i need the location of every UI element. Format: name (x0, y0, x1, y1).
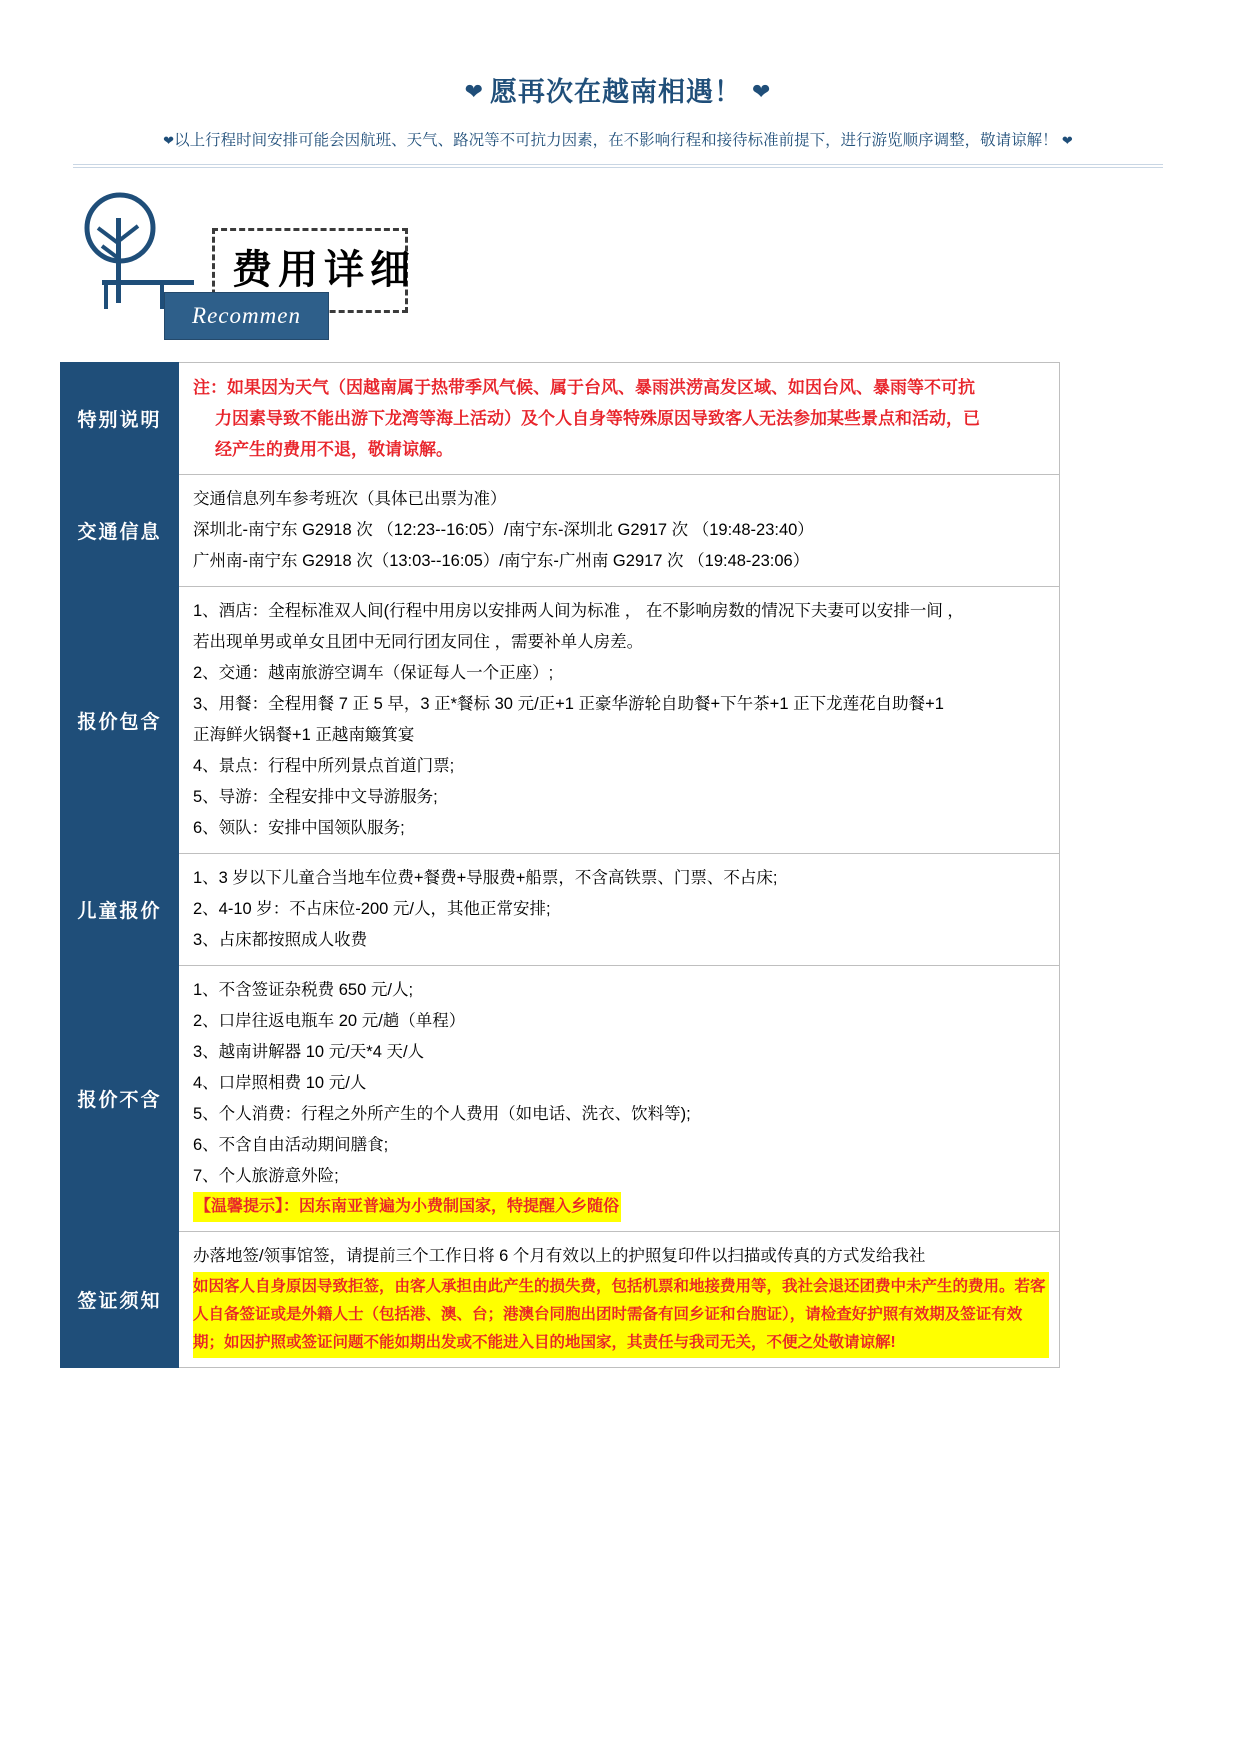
table-row (61, 587, 1060, 854)
row-content-price-excludes (179, 966, 1060, 1232)
text-line: 若出现单男或单女且团中无同行团友同住 ，需要补单人房差。 (193, 633, 644, 651)
row-content-transport-info (179, 475, 1060, 587)
visa-highlight-block: 如因客人自身原因导致拒签，由客人承担由此产生的损失费，包括机票和地接费用等，我社会退还团费中未产生的费用。若客人自备签证或是外籍人士（包括港、澳、台；港澳台同胞出团时需备有回乡证和台胞证），请检查好护照有效期及签证有效期；如因护照或签证问题不能如期出发或不能进入目的地国家，其责任与我司无关，不便之处敬请谅解! (193, 1272, 1049, 1358)
recommend-badge (164, 292, 329, 340)
text-line: 注：如果因为天气（因越南属于热带季风气候、属于台风、暴雨洪涝高发区域、如因台风、暴雨等不可抗 (193, 378, 975, 397)
page-subtitle (0, 128, 1236, 150)
text-line: 2、口岸往返电瓶车 20 元/趟（单程） (193, 1012, 466, 1030)
row-label-visa-notice: 签证须知 (61, 1232, 179, 1368)
text-line: 3、用餐：全程用餐 7 正 5 早，3 正*餐标 30 元/正+1 正豪华游轮自助餐+下午茶+1 正下龙莲花自助餐+1 (193, 695, 944, 713)
text-line: 1、不含签证杂税费 650 元/人; (193, 981, 414, 999)
text-line: 5、个人消费：行程之外所产生的个人费用（如电话、洗衣、饮料等); (193, 1105, 691, 1123)
heart-icon: ❤ (752, 79, 772, 104)
row-label-special-note: 特别说明 (61, 363, 179, 475)
fee-details-table (60, 362, 1060, 1368)
section-title: 费用详细 (232, 246, 416, 292)
text-line: 6、不含自由活动期间膳食; (193, 1136, 389, 1154)
heart-icon: ❤ (163, 132, 175, 148)
table-row (61, 475, 1060, 587)
tip-highlight: 【温馨提示】：因东南亚普遍为小费制国家，特提醒入乡随俗 (193, 1192, 621, 1222)
heart-icon: ❤ (464, 79, 484, 104)
text-line: 办落地签/领事馆签，请提前三个工作日将 6 个月有效以上的护照复印件以扫描或传真的方式发给我社 (193, 1247, 926, 1265)
row-content-special-note (179, 363, 1060, 475)
text-line: 3、占床都按照成人收费 (193, 931, 368, 949)
text-line: 6、领队：安排中国领队服务; (193, 819, 405, 837)
text-line: 3、越南讲解器 10 元/天*4 天/人 (193, 1043, 425, 1061)
text-line: 交通信息列车参考班次（具体已出票为准） (193, 490, 507, 508)
page-title-text: 愿再次在越南相遇！ (490, 77, 742, 107)
row-content-price-includes (179, 587, 1060, 854)
row-label-transport-info: 交通信息 (61, 475, 179, 587)
section-header (72, 186, 492, 351)
row-label-price-excludes: 报价不含 (61, 966, 179, 1232)
text-line: 深圳北-南宁东 G2918 次 （12:23--16:05）/南宁东-深圳北 G2917 次 （19:48-23:40） (193, 521, 814, 539)
text-line: 7、个人旅游意外险; (193, 1167, 339, 1185)
heart-icon: ❤ (1061, 132, 1073, 148)
table-row (61, 854, 1060, 966)
text-line: 经产生的费用不退，敬请谅解。 (215, 440, 453, 459)
page-subtitle-text: 以上行程时间安排可能会因航班、天气、路况等不可抗力因素，在不影响行程和接待标准前提下，进行游览顺序调整，敬请谅解！ (174, 131, 1058, 149)
text-line: 4、景点：行程中所列景点首道门票; (193, 757, 455, 775)
row-label-child-price: 儿童报价 (61, 854, 179, 966)
row-content-child-price (179, 854, 1060, 966)
table-row (61, 966, 1060, 1232)
row-label-price-includes: 报价包含 (61, 587, 179, 854)
page-title (0, 0, 1236, 108)
text-line: 1、3 岁以下儿童合当地车位费+餐费+导服费+船票，不含高铁票、门票、不占床; (193, 869, 778, 887)
text-line: 力因素导致不能出游下龙湾等海上活动）及个人自身等特殊原因导致客人无法参加某些景点和活动，已 (215, 409, 980, 428)
text-line: 1、酒店：全程标准双人间(行程中用房以安排两人间为标准 ， 在不影响房数的情况下夫妻可以安排一间 ， (193, 602, 964, 620)
text-line: 5、导游：全程安排中文导游服务; (193, 788, 438, 806)
header-divider (73, 164, 1163, 168)
text-line: 4、口岸照相费 10 元/人 (193, 1074, 367, 1092)
recommend-badge-label: Recommen (192, 302, 301, 328)
text-line: 广州南-南宁东 G2918 次（13:03--16:05）/南宁东-广州南 G2917 次 （19:48-23:06） (193, 552, 810, 570)
row-content-visa-notice (179, 1232, 1060, 1368)
table-row (61, 363, 1060, 475)
text-line: 2、4-10 岁：不占床位-200 元/人，其他正常安排; (193, 900, 551, 918)
text-line: 正海鲜火锅餐+1 正越南簸箕宴 (193, 726, 415, 744)
text-line: 2、交通：越南旅游空调车（保证每人一个正座）; (193, 664, 554, 682)
table-row (61, 1232, 1060, 1368)
